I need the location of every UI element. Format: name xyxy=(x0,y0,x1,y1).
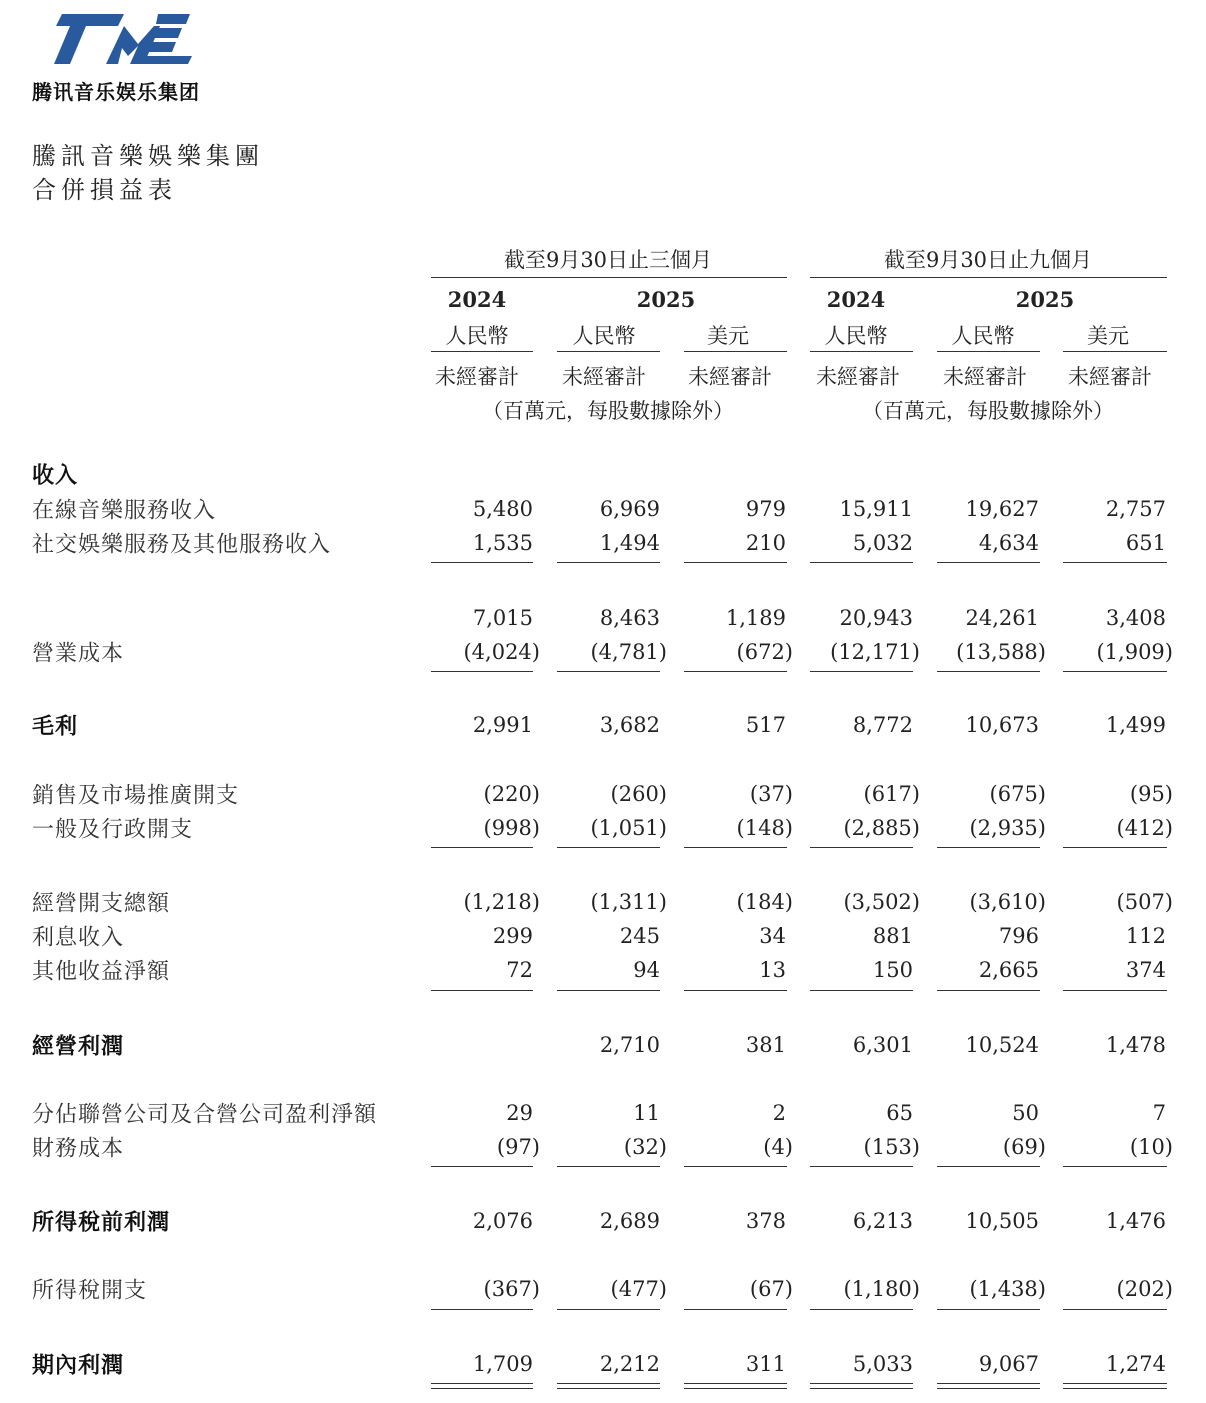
table-cell: (367) xyxy=(483,1277,540,1301)
row-label: 經營開支總額 xyxy=(32,891,171,917)
total-rule xyxy=(810,1166,913,1167)
table-cell: 8,772 xyxy=(852,713,913,737)
table-cell: (69) xyxy=(1002,1135,1046,1159)
table-cell: 381 xyxy=(745,1033,786,1057)
total-rule xyxy=(557,562,660,563)
table-cell: (3,502) xyxy=(843,890,920,914)
row-label: 毛利 xyxy=(32,713,79,740)
total-rule xyxy=(937,990,1040,991)
audit-header: 未經審計 xyxy=(943,365,1027,389)
total-rule xyxy=(557,990,660,991)
table-cell: 2,212 xyxy=(599,1352,660,1376)
table-cell: 210 xyxy=(745,531,786,555)
table-cell: 1,189 xyxy=(725,606,786,630)
table-cell: (184) xyxy=(736,890,793,914)
table-cell: 6,301 xyxy=(852,1033,913,1057)
audit-header: 未經審計 xyxy=(435,365,519,389)
table-cell: 29 xyxy=(506,1101,533,1125)
audit-header: 未經審計 xyxy=(1068,365,1152,389)
table-cell: 19,627 xyxy=(965,497,1039,521)
table-cell: 9,067 xyxy=(978,1352,1039,1376)
total-rule xyxy=(431,1388,533,1389)
table-cell: 24,261 xyxy=(965,606,1039,630)
table-cell: 2,757 xyxy=(1105,497,1166,521)
table-cell: (507) xyxy=(1116,890,1173,914)
table-cell: 1,499 xyxy=(1105,713,1166,737)
audit-header: 未經審計 xyxy=(562,365,646,389)
total-rule xyxy=(557,1166,660,1167)
table-cell: 72 xyxy=(506,958,533,982)
table-cell: 5,032 xyxy=(852,531,913,555)
table-cell: (1,438) xyxy=(969,1277,1046,1301)
table-cell: 65 xyxy=(886,1101,913,1125)
unit-note: （百萬元，每股數據除外） xyxy=(862,399,1114,423)
table-cell: 112 xyxy=(1125,924,1166,948)
row-label: 利息收入 xyxy=(32,925,125,951)
group-header-nine-months: 截至9月30日止九個月 xyxy=(883,248,1093,272)
total-rule xyxy=(1063,1388,1167,1389)
total-rule xyxy=(937,1309,1040,1310)
total-rule xyxy=(431,562,533,563)
column-rule xyxy=(937,351,1040,352)
currency-header: 人民幣 xyxy=(572,324,636,348)
table-cell: (13,588) xyxy=(956,640,1046,664)
table-cell: 1,535 xyxy=(472,531,533,555)
column-rule xyxy=(557,351,660,352)
total-rule xyxy=(431,847,533,848)
total-rule xyxy=(1063,562,1167,563)
table-cell: 15,911 xyxy=(839,497,913,521)
total-rule xyxy=(431,1383,533,1384)
total-rule xyxy=(431,1166,533,1167)
total-rule xyxy=(810,1388,913,1389)
table-cell: (1,909) xyxy=(1096,640,1173,664)
table-cell: (672) xyxy=(736,640,793,664)
table-cell: (97) xyxy=(496,1135,540,1159)
row-label: 一般及行政開支 xyxy=(32,817,194,843)
row-label: 其他收益淨額 xyxy=(32,959,171,985)
total-rule xyxy=(684,990,787,991)
table-cell: 50 xyxy=(1012,1101,1039,1125)
total-rule xyxy=(810,847,913,848)
table-cell: 10,505 xyxy=(965,1209,1039,1233)
currency-header: 美元 xyxy=(1087,324,1129,348)
table-cell: 1,709 xyxy=(472,1352,533,1376)
total-rule xyxy=(684,562,787,563)
total-rule xyxy=(1063,1383,1167,1384)
audit-header: 未經審計 xyxy=(816,365,900,389)
table-cell: 6,969 xyxy=(599,497,660,521)
table-cell: 10,524 xyxy=(965,1033,1039,1057)
table-cell: (617) xyxy=(863,782,920,806)
total-rule xyxy=(810,990,913,991)
table-cell: (153) xyxy=(863,1135,920,1159)
row-label: 社交娛樂服務及其他服務收入 xyxy=(32,532,332,558)
table-cell: 1,478 xyxy=(1105,1033,1166,1057)
table-cell: (1,311) xyxy=(590,890,667,914)
table-cell: 34 xyxy=(759,924,786,948)
table-cell: (260) xyxy=(610,782,667,806)
table-cell: (1,218) xyxy=(463,890,540,914)
audit-header: 未經審計 xyxy=(688,365,772,389)
currency-header: 美元 xyxy=(707,324,749,348)
table-cell: (4) xyxy=(763,1135,793,1159)
table-cell: 4,634 xyxy=(978,531,1039,555)
row-label: 經營利潤 xyxy=(32,1033,125,1060)
total-rule xyxy=(557,1309,660,1310)
table-cell: 796 xyxy=(998,924,1039,948)
total-rule xyxy=(937,1383,1040,1384)
table-cell: (12,171) xyxy=(830,640,920,664)
total-rule xyxy=(557,1388,660,1389)
total-rule xyxy=(810,1383,913,1384)
column-rule xyxy=(810,351,913,352)
total-rule xyxy=(1063,990,1167,991)
table-cell: (4,781) xyxy=(590,640,667,664)
total-rule xyxy=(937,847,1040,848)
currency-header: 人民幣 xyxy=(445,324,509,348)
total-rule xyxy=(684,1388,787,1389)
table-cell: 5,033 xyxy=(852,1352,913,1376)
total-rule xyxy=(937,1388,1040,1389)
table-cell: (67) xyxy=(749,1277,793,1301)
table-cell: 1,494 xyxy=(599,531,660,555)
total-rule xyxy=(557,1383,660,1384)
row-label: 在線音樂服務收入 xyxy=(32,498,217,524)
column-rule xyxy=(431,351,533,352)
currency-header: 人民幣 xyxy=(824,324,888,348)
table-cell: 374 xyxy=(1125,958,1166,982)
total-rule xyxy=(1063,1309,1167,1310)
total-rule xyxy=(1063,671,1167,672)
row-label: 分佔聯營公司及合營公司盈利淨額 xyxy=(32,1102,378,1128)
total-rule xyxy=(557,847,660,848)
table-cell: 245 xyxy=(619,924,660,948)
year-header: 2024 xyxy=(826,287,886,312)
total-rule xyxy=(684,1309,787,1310)
row-label: 營業成本 xyxy=(32,641,125,667)
total-rule xyxy=(1063,847,1167,848)
table-cell: 11 xyxy=(633,1101,660,1125)
row-label: 期內利潤 xyxy=(32,1352,125,1379)
table-cell: 2,689 xyxy=(599,1209,660,1233)
table-cell: (2,885) xyxy=(843,816,920,840)
table-cell: (675) xyxy=(989,782,1046,806)
table-cell: 881 xyxy=(872,924,913,948)
total-rule xyxy=(684,1166,787,1167)
row-label: 銷售及市場推廣開支 xyxy=(32,783,240,809)
total-rule xyxy=(431,671,533,672)
currency-header: 人民幣 xyxy=(951,324,1015,348)
table-cell: (1,051) xyxy=(590,816,667,840)
logo-text: 腾讯音乐娱乐集团 xyxy=(32,80,200,104)
table-cell: (2,935) xyxy=(969,816,1046,840)
table-cell: (3,610) xyxy=(969,890,1046,914)
table-cell: 8,463 xyxy=(599,606,660,630)
year-header: 2024 xyxy=(447,287,507,312)
total-rule xyxy=(810,671,913,672)
total-rule xyxy=(431,990,533,991)
table-cell: (220) xyxy=(483,782,540,806)
table-cell: 378 xyxy=(745,1209,786,1233)
table-cell: (412) xyxy=(1116,816,1173,840)
total-rule xyxy=(937,1166,1040,1167)
row-label: 收入 xyxy=(32,462,79,489)
table-cell: (1,180) xyxy=(843,1277,920,1301)
table-cell: 2,665 xyxy=(978,958,1039,982)
table-cell: 94 xyxy=(633,958,660,982)
row-label: 財務成本 xyxy=(32,1136,125,1162)
table-cell: 1,476 xyxy=(1105,1209,1166,1233)
table-cell: 2,076 xyxy=(472,1209,533,1233)
table-cell: 311 xyxy=(745,1352,786,1376)
total-rule xyxy=(684,847,787,848)
table-cell: (10) xyxy=(1129,1135,1173,1159)
table-cell: 3,408 xyxy=(1105,606,1166,630)
table-cell: (32) xyxy=(623,1135,667,1159)
table-cell: 2 xyxy=(772,1101,786,1125)
group-header-three-months: 截至9月30日止三個月 xyxy=(503,248,713,272)
table-cell: (148) xyxy=(736,816,793,840)
table-cell: (37) xyxy=(749,782,793,806)
table-cell: 7,015 xyxy=(472,606,533,630)
table-cell: (4,024) xyxy=(463,640,540,664)
table-cell: (202) xyxy=(1116,1277,1173,1301)
header-rule xyxy=(810,277,1167,278)
statement-title: 合併損益表 xyxy=(32,176,177,204)
total-rule xyxy=(431,1309,533,1310)
table-cell: 2,991 xyxy=(472,713,533,737)
header-rule xyxy=(431,277,787,278)
table-cell: (998) xyxy=(483,816,540,840)
total-rule xyxy=(937,562,1040,563)
table-cell: 7 xyxy=(1152,1101,1166,1125)
unit-note: （百萬元，每股數據除外） xyxy=(482,399,734,423)
table-cell: 1,274 xyxy=(1105,1352,1166,1376)
table-cell: 2,710 xyxy=(599,1033,660,1057)
row-label: 所得稅前利潤 xyxy=(32,1209,171,1236)
total-rule xyxy=(1063,1166,1167,1167)
table-cell: 651 xyxy=(1125,531,1166,555)
total-rule xyxy=(684,1383,787,1384)
table-cell: 13 xyxy=(759,958,786,982)
total-rule xyxy=(937,671,1040,672)
year-header: 2025 xyxy=(1015,287,1075,312)
company-title: 騰訊音樂娛樂集團 xyxy=(32,142,264,170)
table-cell: 10,673 xyxy=(965,713,1039,737)
table-cell: (477) xyxy=(610,1277,667,1301)
year-header: 2025 xyxy=(636,287,696,312)
table-cell: 150 xyxy=(872,958,913,982)
table-cell: 5,480 xyxy=(472,497,533,521)
table-cell: 299 xyxy=(492,924,533,948)
table-cell: 3,682 xyxy=(599,713,660,737)
table-cell: 979 xyxy=(745,497,786,521)
total-rule xyxy=(684,671,787,672)
total-rule xyxy=(810,562,913,563)
column-rule xyxy=(684,351,787,352)
table-cell: 20,943 xyxy=(839,606,913,630)
table-cell: (95) xyxy=(1129,782,1173,806)
row-label: 所得稅開支 xyxy=(32,1278,148,1304)
total-rule xyxy=(557,671,660,672)
table-cell: 6,213 xyxy=(852,1209,913,1233)
total-rule xyxy=(810,1309,913,1310)
column-rule xyxy=(1063,351,1167,352)
table-cell: 517 xyxy=(745,713,786,737)
